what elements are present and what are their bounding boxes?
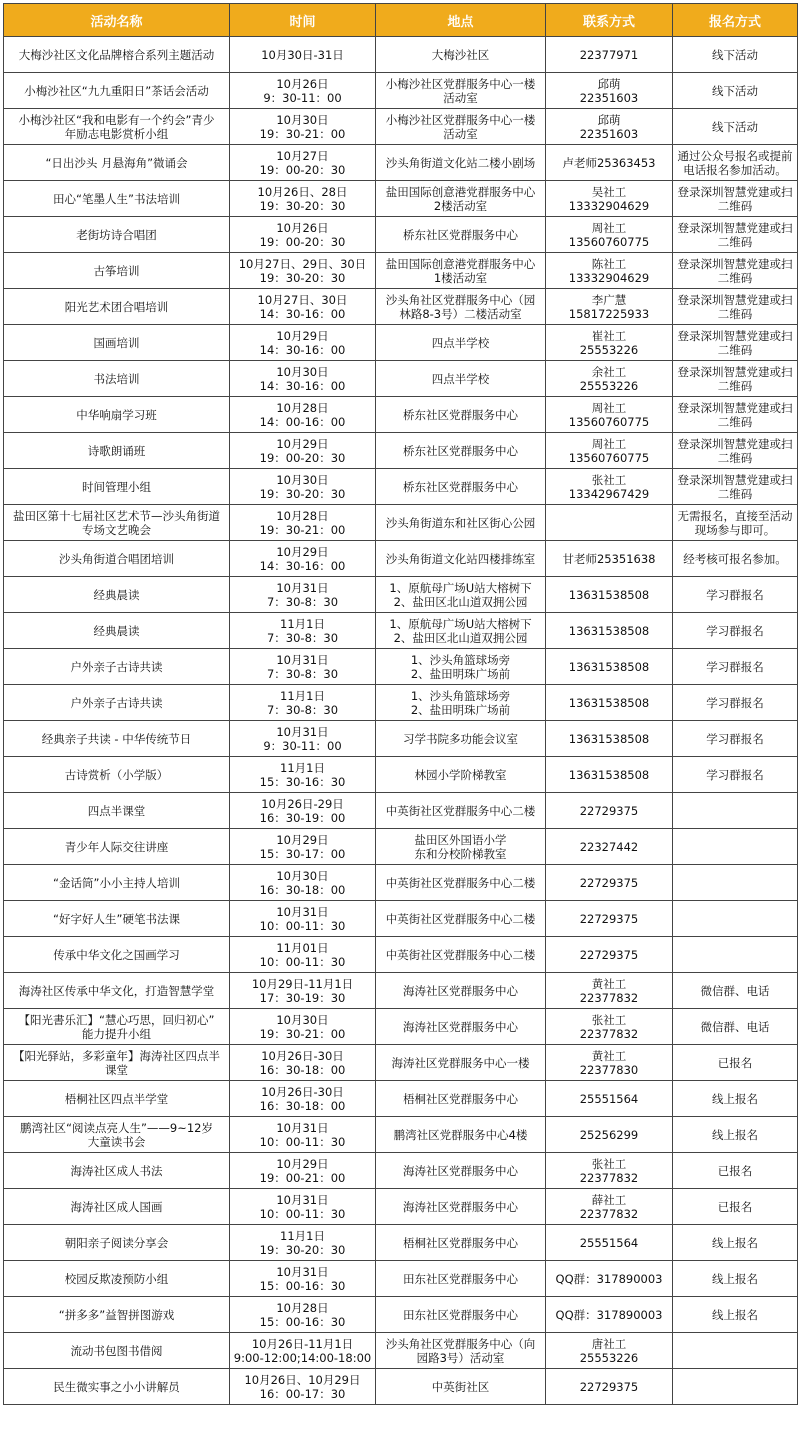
table-row — [4, 73, 798, 109]
cell-activity-name: 经典晨读 — [4, 613, 230, 649]
cell-time: 11月1日 19：30-20：30 — [230, 1225, 376, 1261]
cell-location: 沙头角街道文化站二楼小剧场 — [376, 145, 546, 181]
cell-time: 11月1日 15：30-16：30 — [230, 757, 376, 793]
cell-time: 10月31日 10：00-11：30 — [230, 1117, 376, 1153]
cell-contact: 邱萌 22351603 — [546, 109, 673, 145]
cell-location: 桥东社区党群服务中心 — [376, 217, 546, 253]
table-row — [4, 973, 798, 1009]
cell-contact: 22729375 — [546, 937, 673, 973]
cell-location: 小梅沙社区党群服务中心一楼 活动室 — [376, 109, 546, 145]
cell-activity-name: 小梅沙社区“我和电影有一个约会”青少 年励志电影赏析小组 — [4, 109, 230, 145]
cell-registration: 学习群报名 — [673, 685, 798, 721]
cell-activity-name: 经典晨读 — [4, 577, 230, 613]
cell-contact: 张社工 22377832 — [546, 1009, 673, 1045]
cell-contact: 13631538508 — [546, 757, 673, 793]
cell-activity-name: 梧桐社区四点半学堂 — [4, 1081, 230, 1117]
header-time: 时间 — [230, 4, 376, 37]
cell-registration: 微信群、电话 — [673, 1009, 798, 1045]
cell-location: 中英街社区党群服务中心二楼 — [376, 793, 546, 829]
table-row — [4, 649, 798, 685]
cell-time: 10月28日 19：30-21：00 — [230, 505, 376, 541]
cell-location: 梧桐社区党群服务中心 — [376, 1081, 546, 1117]
cell-time: 10月31日 15：00-16：30 — [230, 1261, 376, 1297]
cell-location: 习学书院多功能会议室 — [376, 721, 546, 757]
cell-time: 10月30日-31日 — [230, 37, 376, 73]
cell-location: 林园小学阶梯教室 — [376, 757, 546, 793]
table-row — [4, 865, 798, 901]
cell-time: 10月26日-11月1日 9:00-12:00;14:00-18:00 — [230, 1333, 376, 1369]
cell-contact: 22377971 — [546, 37, 673, 73]
cell-time: 10月29日 14：30-16：00 — [230, 325, 376, 361]
cell-contact: 22729375 — [546, 901, 673, 937]
cell-time: 10月28日 15：00-16：30 — [230, 1297, 376, 1333]
cell-time: 10月26日、28日 19：30-20：30 — [230, 181, 376, 217]
header-registration: 报名方式 — [673, 4, 798, 37]
cell-location: 桥东社区党群服务中心 — [376, 433, 546, 469]
cell-location: 沙头角社区党群服务中心（向 园路3号）活动室 — [376, 1333, 546, 1369]
cell-location: 梧桐社区党群服务中心 — [376, 1225, 546, 1261]
cell-activity-name: 中华响扇学习班 — [4, 397, 230, 433]
cell-contact: 周社工 13560760775 — [546, 397, 673, 433]
table-row — [4, 1225, 798, 1261]
cell-time: 10月31日 10：00-11：30 — [230, 1189, 376, 1225]
cell-time: 10月29日 14：30-16：00 — [230, 541, 376, 577]
table-row — [4, 1189, 798, 1225]
cell-activity-name: 书法培训 — [4, 361, 230, 397]
cell-location: 田东社区党群服务中心 — [376, 1297, 546, 1333]
table-row — [4, 1297, 798, 1333]
cell-activity-name: 【阳光書乐汇】“慧心巧思，回归初心” 能力提升小组 — [4, 1009, 230, 1045]
cell-registration — [673, 829, 798, 865]
cell-location: 沙头角街道文化站四楼排练室 — [376, 541, 546, 577]
cell-contact: 余社工 25553226 — [546, 361, 673, 397]
cell-activity-name: “拼多多”益智拼图游戏 — [4, 1297, 230, 1333]
cell-time: 10月28日 14：00-16：00 — [230, 397, 376, 433]
header-location: 地点 — [376, 4, 546, 37]
cell-location: 盐田区外国语小学 东和分校阶梯教室 — [376, 829, 546, 865]
cell-contact: 李广慧 15817225933 — [546, 289, 673, 325]
cell-activity-name: 流动书包图书借阅 — [4, 1333, 230, 1369]
cell-contact: 13631538508 — [546, 613, 673, 649]
table-row — [4, 505, 798, 541]
cell-location: 沙头角街道东和社区街心公园 — [376, 505, 546, 541]
cell-registration: 登录深圳智慧党建或扫 二维码 — [673, 289, 798, 325]
cell-location: 桥东社区党群服务中心 — [376, 469, 546, 505]
cell-time: 10月26日-30日 16：30-18：00 — [230, 1081, 376, 1117]
cell-registration: 登录深圳智慧党建或扫 二维码 — [673, 433, 798, 469]
cell-time: 10月30日 16：30-18：00 — [230, 865, 376, 901]
cell-contact: 22729375 — [546, 1369, 673, 1405]
cell-location: 盐田国际创意港党群服务中心 2楼活动室 — [376, 181, 546, 217]
cell-activity-name: “金话筒”小小主持人培训 — [4, 865, 230, 901]
cell-registration — [673, 865, 798, 901]
cell-registration: 线上报名 — [673, 1117, 798, 1153]
table-row — [4, 1333, 798, 1369]
cell-contact: 邱萌 22351603 — [546, 73, 673, 109]
table-row — [4, 1117, 798, 1153]
table-row — [4, 433, 798, 469]
cell-contact: QQ群：317890003 — [546, 1261, 673, 1297]
cell-time: 10月27日 19：00-20：30 — [230, 145, 376, 181]
cell-location: 1、原航母广场U站大榕树下 2、盐田区北山道双拥公园 — [376, 577, 546, 613]
cell-registration: 登录深圳智慧党建或扫 二维码 — [673, 253, 798, 289]
cell-registration: 线下活动 — [673, 109, 798, 145]
cell-location: 桥东社区党群服务中心 — [376, 397, 546, 433]
table-row — [4, 613, 798, 649]
table-row — [4, 361, 798, 397]
cell-registration: 学习群报名 — [673, 649, 798, 685]
cell-contact: 25551564 — [546, 1225, 673, 1261]
cell-time: 10月31日 7：30-8：30 — [230, 649, 376, 685]
cell-registration: 学习群报名 — [673, 613, 798, 649]
cell-location: 盐田国际创意港党群服务中心 1楼活动室 — [376, 253, 546, 289]
cell-registration: 线上报名 — [673, 1297, 798, 1333]
cell-activity-name: 民生微实事之小小讲解员 — [4, 1369, 230, 1405]
cell-contact: 13631538508 — [546, 577, 673, 613]
table-row — [4, 469, 798, 505]
cell-contact: 周社工 13560760775 — [546, 217, 673, 253]
cell-contact: 陈社工 13332904629 — [546, 253, 673, 289]
cell-registration: 通过公众号报名或提前 电话报名参加活动。 — [673, 145, 798, 181]
cell-contact: 22729375 — [546, 793, 673, 829]
table-row — [4, 1369, 798, 1405]
cell-location: 中英街社区党群服务中心二楼 — [376, 901, 546, 937]
table-row — [4, 1009, 798, 1045]
cell-activity-name: 田心“笔墨人生”书法培训 — [4, 181, 230, 217]
cell-contact — [546, 505, 673, 541]
cell-contact: QQ群：317890003 — [546, 1297, 673, 1333]
cell-registration: 经考核可报名参加。 — [673, 541, 798, 577]
cell-registration: 线下活动 — [673, 37, 798, 73]
cell-activity-name: 户外亲子古诗共读 — [4, 685, 230, 721]
cell-location: 四点半学校 — [376, 361, 546, 397]
table-row — [4, 397, 798, 433]
cell-registration: 登录深圳智慧党建或扫 二维码 — [673, 469, 798, 505]
cell-time: 10月26日-29日 16：30-19：00 — [230, 793, 376, 829]
cell-registration: 已报名 — [673, 1045, 798, 1081]
cell-location: 鹏湾社区党群服务中心4楼 — [376, 1117, 546, 1153]
cell-activity-name: 朝阳亲子阅读分享会 — [4, 1225, 230, 1261]
table-row — [4, 1261, 798, 1297]
cell-registration: 已报名 — [673, 1153, 798, 1189]
cell-location: 1、沙头角篮球场旁 2、盐田明珠广场前 — [376, 685, 546, 721]
cell-location: 海涛社区党群服务中心 — [376, 1189, 546, 1225]
table-row — [4, 577, 798, 613]
cell-registration: 登录深圳智慧党建或扫 二维码 — [673, 361, 798, 397]
cell-activity-name: 老街坊诗合唱团 — [4, 217, 230, 253]
table-row — [4, 217, 798, 253]
table-row — [4, 109, 798, 145]
cell-activity-name: 古筝培训 — [4, 253, 230, 289]
cell-time: 10月26日 9：30-11：00 — [230, 73, 376, 109]
cell-activity-name: 【阳光驿站，多彩童年】海涛社区四点半 课堂 — [4, 1045, 230, 1081]
cell-registration: 学习群报名 — [673, 757, 798, 793]
cell-registration: 线上报名 — [673, 1261, 798, 1297]
cell-time: 10月27日、30日 14：30-16：00 — [230, 289, 376, 325]
cell-registration: 已报名 — [673, 1189, 798, 1225]
cell-location: 中英街社区 — [376, 1369, 546, 1405]
cell-location: 四点半学校 — [376, 325, 546, 361]
cell-registration: 线下活动 — [673, 73, 798, 109]
cell-time: 10月31日 7：30-8：30 — [230, 577, 376, 613]
cell-activity-name: 海涛社区传承中华文化，打造智慧学堂 — [4, 973, 230, 1009]
cell-registration: 学习群报名 — [673, 721, 798, 757]
cell-time: 10月27日、29日、30日 19：30-20：30 — [230, 253, 376, 289]
cell-activity-name: 盐田区第十七届社区艺术节—沙头角街道 专场文艺晚会 — [4, 505, 230, 541]
cell-location: 1、沙头角篮球场旁 2、盐田明珠广场前 — [376, 649, 546, 685]
cell-location: 海涛社区党群服务中心 — [376, 1153, 546, 1189]
cell-contact: 13631538508 — [546, 721, 673, 757]
cell-contact: 22729375 — [546, 865, 673, 901]
cell-registration: 登录深圳智慧党建或扫 二维码 — [673, 397, 798, 433]
cell-activity-name: “好字好人生”硬笔书法课 — [4, 901, 230, 937]
cell-time: 11月01日 10：00-11：30 — [230, 937, 376, 973]
cell-location: 田东社区党群服务中心 — [376, 1261, 546, 1297]
table-row — [4, 181, 798, 217]
cell-activity-name: 古诗赏析（小学版） — [4, 757, 230, 793]
table-row — [4, 1045, 798, 1081]
cell-time: 10月26日 19：00-20：30 — [230, 217, 376, 253]
cell-registration — [673, 937, 798, 973]
cell-registration — [673, 1333, 798, 1369]
cell-contact: 13631538508 — [546, 649, 673, 685]
table-row — [4, 721, 798, 757]
cell-time: 10月29日 19：00-21：00 — [230, 1153, 376, 1189]
table-row — [4, 1081, 798, 1117]
cell-time: 11月1日 7：30-8：30 — [230, 685, 376, 721]
cell-registration: 学习群报名 — [673, 577, 798, 613]
cell-location: 1、原航母广场U站大榕树下 2、盐田区北山道双拥公园 — [376, 613, 546, 649]
cell-location: 海涛社区党群服务中心 — [376, 973, 546, 1009]
cell-contact: 周社工 13560760775 — [546, 433, 673, 469]
cell-activity-name: 四点半课堂 — [4, 793, 230, 829]
cell-activity-name: 青少年人际交往讲座 — [4, 829, 230, 865]
cell-activity-name: 海涛社区成人书法 — [4, 1153, 230, 1189]
cell-registration: 登录深圳智慧党建或扫 二维码 — [673, 181, 798, 217]
cell-contact: 黄社工 22377830 — [546, 1045, 673, 1081]
cell-registration: 登录深圳智慧党建或扫 二维码 — [673, 325, 798, 361]
cell-registration: 微信群、电话 — [673, 973, 798, 1009]
cell-location: 中英街社区党群服务中心二楼 — [376, 937, 546, 973]
activity-table — [3, 3, 798, 1405]
cell-activity-name: “日出沙头 月悬海角”微诵会 — [4, 145, 230, 181]
cell-time: 10月29日 19：00-20：30 — [230, 433, 376, 469]
table-row — [4, 289, 798, 325]
cell-activity-name: 时间管理小组 — [4, 469, 230, 505]
cell-contact: 25551564 — [546, 1081, 673, 1117]
cell-registration: 线上报名 — [673, 1081, 798, 1117]
table-row — [4, 253, 798, 289]
cell-time: 10月30日 19：30-21：00 — [230, 1009, 376, 1045]
cell-location: 海涛社区党群服务中心 — [376, 1009, 546, 1045]
cell-time: 10月31日 10：00-11：30 — [230, 901, 376, 937]
table-row — [4, 685, 798, 721]
cell-activity-name: 户外亲子古诗共读 — [4, 649, 230, 685]
cell-activity-name: 经典亲子共读 - 中华传统节日 — [4, 721, 230, 757]
table-row — [4, 145, 798, 181]
cell-location: 小梅沙社区党群服务中心一楼 活动室 — [376, 73, 546, 109]
cell-location: 大梅沙社区 — [376, 37, 546, 73]
cell-time: 10月26日-30日 16：30-18：00 — [230, 1045, 376, 1081]
cell-registration — [673, 793, 798, 829]
cell-contact: 13631538508 — [546, 685, 673, 721]
cell-time: 10月30日 19：30-20：30 — [230, 469, 376, 505]
cell-activity-name: 国画培训 — [4, 325, 230, 361]
cell-contact: 甘老师25351638 — [546, 541, 673, 577]
table-row — [4, 829, 798, 865]
table-row — [4, 37, 798, 73]
cell-contact: 唐社工 25553226 — [546, 1333, 673, 1369]
table-row — [4, 1153, 798, 1189]
cell-contact: 25256299 — [546, 1117, 673, 1153]
cell-location: 海涛社区党群服务中心一楼 — [376, 1045, 546, 1081]
cell-contact: 张社工 22377832 — [546, 1153, 673, 1189]
cell-activity-name: 大梅沙社区文化品牌榕合系列主题活动 — [4, 37, 230, 73]
cell-registration: 无需报名，直接至活动 现场参与即可。 — [673, 505, 798, 541]
cell-contact: 张社工 13342967429 — [546, 469, 673, 505]
cell-contact: 22327442 — [546, 829, 673, 865]
table-header-row — [4, 4, 798, 37]
table-row — [4, 757, 798, 793]
cell-time: 10月29日-11月1日 17：30-19：30 — [230, 973, 376, 1009]
cell-activity-name: 诗歌朗诵班 — [4, 433, 230, 469]
cell-time: 10月30日 19：30-21：00 — [230, 109, 376, 145]
cell-activity-name: 沙头角街道合唱团培训 — [4, 541, 230, 577]
cell-time: 10月26日、10月29日 16：00-17：30 — [230, 1369, 376, 1405]
cell-time: 10月29日 15：30-17：00 — [230, 829, 376, 865]
cell-activity-name: 小梅沙社区“九九重阳日”茶话会活动 — [4, 73, 230, 109]
cell-time: 11月1日 7：30-8：30 — [230, 613, 376, 649]
cell-registration: 线上报名 — [673, 1225, 798, 1261]
cell-activity-name: 鹏湾社区“阅读点亮人生”——9~12岁 大童读书会 — [4, 1117, 230, 1153]
cell-contact: 吴社工 13332904629 — [546, 181, 673, 217]
table-row — [4, 901, 798, 937]
cell-activity-name: 海涛社区成人国画 — [4, 1189, 230, 1225]
cell-registration — [673, 901, 798, 937]
cell-location: 沙头角社区党群服务中心（园 林路8-3号）二楼活动室 — [376, 289, 546, 325]
table-row — [4, 793, 798, 829]
cell-contact: 崔社工 25553226 — [546, 325, 673, 361]
cell-registration — [673, 1369, 798, 1405]
cell-contact: 黄社工 22377832 — [546, 973, 673, 1009]
header-activity-name: 活动名称 — [4, 4, 230, 37]
cell-activity-name: 传承中华文化之国画学习 — [4, 937, 230, 973]
cell-registration: 登录深圳智慧党建或扫 二维码 — [673, 217, 798, 253]
cell-contact: 薛社工 22377832 — [546, 1189, 673, 1225]
cell-contact: 卢老师25363453 — [546, 145, 673, 181]
table-row — [4, 937, 798, 973]
cell-activity-name: 阳光艺术团合唱培训 — [4, 289, 230, 325]
table-row — [4, 541, 798, 577]
table-body — [4, 37, 798, 1405]
header-contact: 联系方式 — [546, 4, 673, 37]
cell-time: 10月30日 14：30-16：00 — [230, 361, 376, 397]
table-row — [4, 325, 798, 361]
cell-activity-name: 校园反欺凌预防小组 — [4, 1261, 230, 1297]
cell-location: 中英街社区党群服务中心二楼 — [376, 865, 546, 901]
cell-time: 10月31日 9：30-11：00 — [230, 721, 376, 757]
